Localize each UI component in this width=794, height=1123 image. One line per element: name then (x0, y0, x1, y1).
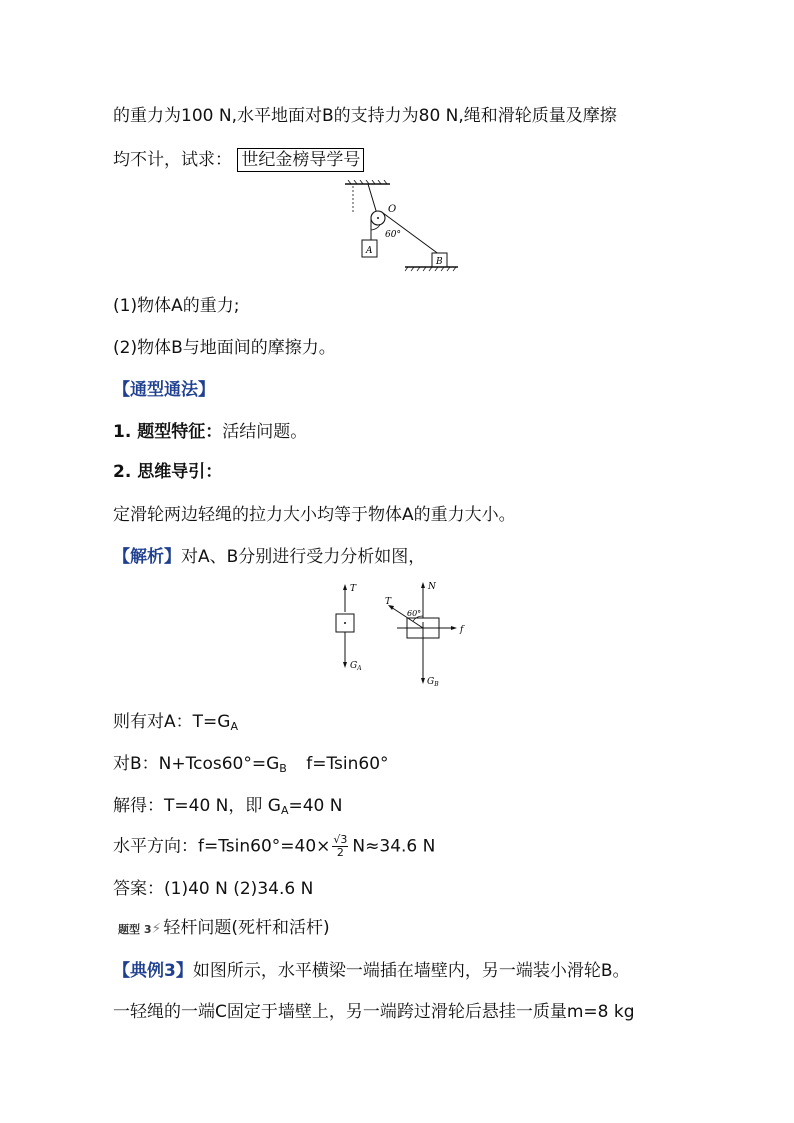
equation-2-friction: f=Tsin60° (306, 754, 389, 774)
equation-3-result: =40 N (288, 796, 343, 816)
example-tag: 【典例3】 (113, 961, 193, 981)
type-title: 轻杆问题(死杆和活杆) (163, 918, 330, 938)
label-o: O (388, 204, 397, 215)
label-f: f (460, 625, 464, 635)
equation-4 (113, 834, 435, 859)
feature-label: 1. 题型特征： (113, 422, 223, 442)
analysis-line (113, 545, 425, 569)
text-line-1: 的重力为100 N,水平地面对B的支持力为80 N,绳和滑轮质量及摩擦 (113, 106, 617, 126)
guide-text: 定滑轮两边轻绳的拉力大小均等于物体A的重力大小。 (113, 505, 516, 525)
feature-line (113, 420, 307, 444)
lightning-icon: ⚡ (151, 921, 162, 937)
equation-1 (113, 710, 238, 739)
label-t-a: T (350, 584, 357, 594)
fraction-denominator: 2 (336, 846, 344, 859)
analysis-tag: 【解析】 (113, 547, 181, 567)
equation-2-sub: B (279, 762, 287, 775)
equation-1-text: 则有对A：T=G (113, 712, 231, 732)
label-angle: 60° (385, 230, 401, 240)
fraction (332, 834, 348, 859)
equation-2-text: 对B：N+Tcos60°=G (113, 754, 280, 774)
reference-box: 世纪金榜导学号 (237, 148, 364, 172)
pulley-diagram (340, 180, 460, 275)
equation-3-sub: A (280, 804, 289, 817)
example-line-1 (113, 959, 630, 983)
force-diagram (325, 580, 475, 690)
equation-1-sub: A (230, 720, 238, 733)
type-heading (118, 916, 330, 942)
equation-3 (113, 794, 343, 823)
text-line-2-prefix: 均不计，试求： (113, 150, 232, 170)
label-gb: $G_B$ (427, 677, 439, 688)
equation-4-result: N≈34.6 N (352, 836, 436, 857)
equation-4-text: 水平方向：f=Tsin60°=40× (113, 836, 331, 857)
type-tag: 题型 3 (118, 923, 152, 936)
answer-line: 答案：(1)40 N (2)34.6 N (113, 879, 314, 899)
equation-3-text: 解得：T=40 N，即 G (113, 796, 281, 816)
label-t-b: T (385, 597, 392, 607)
example-text-1: 如图所示，水平横梁一端插在墙壁内，另一端装小滑轮B。 (192, 961, 630, 981)
fraction-numerator: √3 (333, 833, 348, 846)
method-heading: 【通型通法】 (113, 380, 215, 400)
label-angle-b: 60° (407, 609, 422, 618)
guide-heading: 2. 思维导引： (113, 462, 223, 482)
text-line-2 (113, 148, 364, 172)
label-n: N (428, 582, 436, 592)
support-rod (368, 184, 377, 214)
label-b: B (436, 257, 443, 267)
analysis-text: 对A、B分别进行受力分析如图， (181, 547, 426, 567)
label-ga: $G_A$ (350, 661, 362, 672)
question-1: (1)物体A的重力; (113, 296, 240, 316)
equation-2 (113, 752, 389, 781)
feature-value: 活结问题。 (222, 422, 308, 442)
example-line-2: 一轻绳的一端C固定于墙壁上，另一端跨过滑轮后悬挂一质量m=8 kg (113, 1002, 635, 1022)
question-2: (2)物体B与地面间的摩擦力。 (113, 338, 336, 358)
label-a: A (366, 246, 373, 256)
